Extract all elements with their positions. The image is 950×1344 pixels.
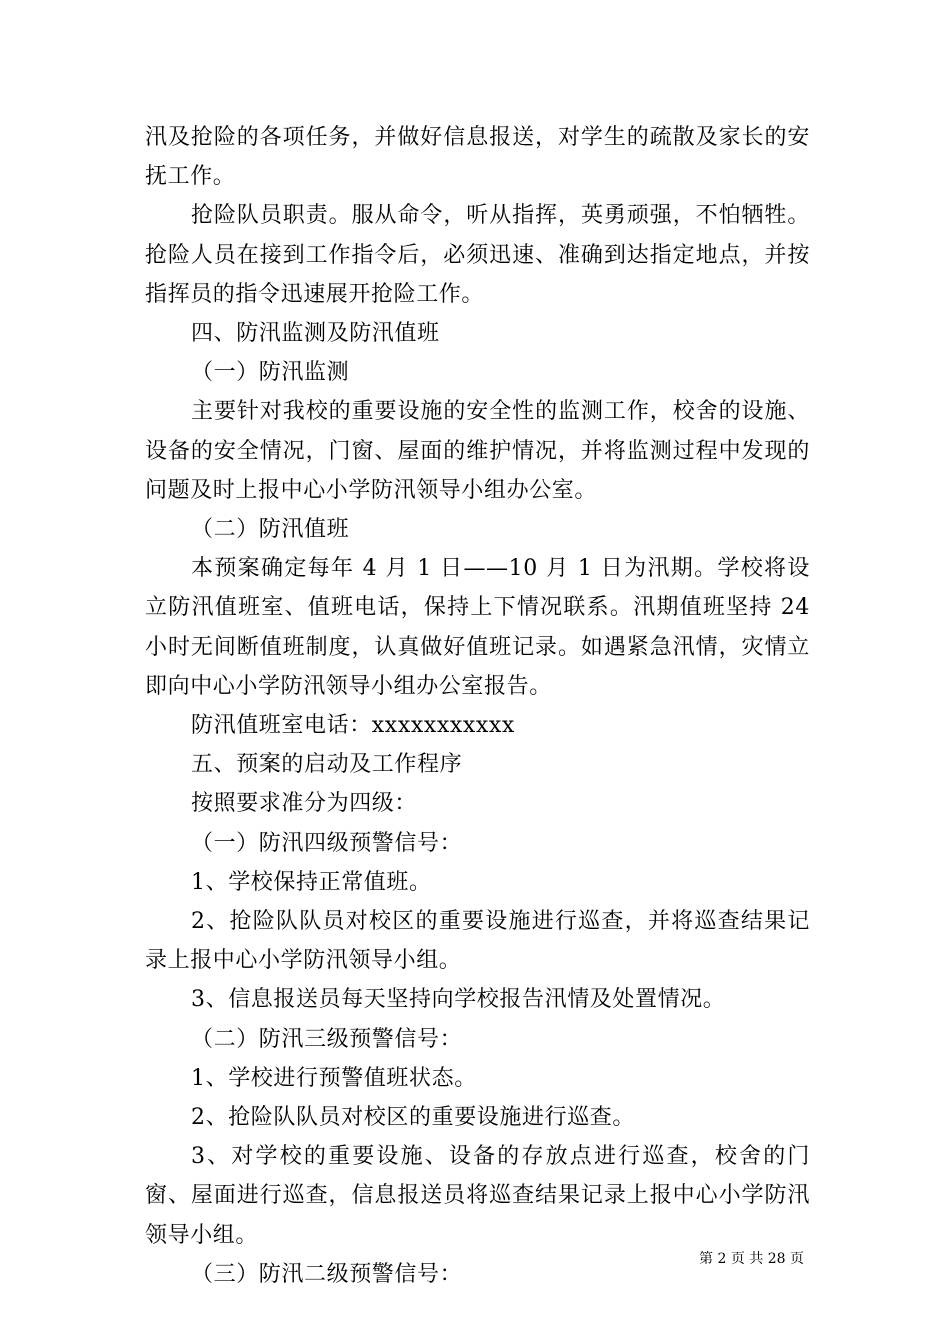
subheading-duty: （二）防汛值班 bbox=[191, 517, 350, 543]
paragraph-levels: 按照要求准分为四级： bbox=[191, 791, 418, 817]
duty-phone: 防汛值班室电话：xxxxxxxxxxx bbox=[191, 713, 515, 739]
paragraph-duty: 本预案确定每年 4 月 1 日——10 月 1 日为汛期。学校将设立防汛值班室、值班电话，保持上下情况联系。汛期值班坚持 24 小时无间断值班制度，认真做好值班记录。如遇紧急汛情，灾情立即向中心小学防汛领导小组办公室报告。 bbox=[145, 556, 810, 699]
level-4-item-2: 2、抢险队队员对校区的重要设施进行巡查，并将巡查结果记录上报中心小学防汛领导小组。 bbox=[145, 909, 810, 974]
level-3-item-3: 3、对学校的重要设施、设备的存放点进行巡查，校舍的门窗、屋面进行巡查，信息报送员将巡查结果记录上报中心小学防汛领导小组。 bbox=[145, 1144, 810, 1248]
paragraph-monitoring: 主要针对我校的重要设施的安全性的监测工作，校舍的设施、设备的安全情况，门窗、屋面的维护情况，并将监测过程中发现的问题及时上报中心小学防汛领导小组办公室。 bbox=[145, 399, 810, 503]
level-4-item-3: 3、信息报送员每天坚持向学校报告汛情及处置情况。 bbox=[191, 987, 726, 1013]
paragraph-1: 汛及抢险的各项任务，并做好信息报送，对学生的疏散及家长的安抚工作。 bbox=[145, 125, 810, 190]
paragraph-2: 抢险队员职责。服从命令，听从指挥，英勇顽强，不怕牺牲。抢险人员在接到工作指令后，必须迅速、准确到达指定地点，并按指挥员的指令迅速展开抢险工作。 bbox=[145, 203, 810, 307]
subheading-level-2: （三）防汛二级预警信号： bbox=[191, 1261, 463, 1287]
document-body bbox=[145, 118, 810, 1294]
level-3-item-1: 1、学校进行预警值班状态。 bbox=[191, 1065, 477, 1091]
subheading-level-3: （二）防汛三级预警信号： bbox=[191, 1026, 463, 1052]
subheading-level-4: （一）防汛四级预警信号： bbox=[191, 830, 463, 856]
level-4-item-1: 1、学校保持正常值班。 bbox=[191, 869, 432, 895]
subheading-monitoring: （一）防汛监测 bbox=[191, 360, 350, 386]
section-heading-5: 五、预案的启动及工作程序 bbox=[191, 752, 463, 778]
level-3-item-2: 2、抢险队队员对校区的重要设施进行巡查。 bbox=[191, 1105, 635, 1131]
page-number: 第 2 页 共 28 页 bbox=[699, 1251, 804, 1267]
section-heading-4: 四、防汛监测及防汛值班 bbox=[191, 321, 440, 347]
